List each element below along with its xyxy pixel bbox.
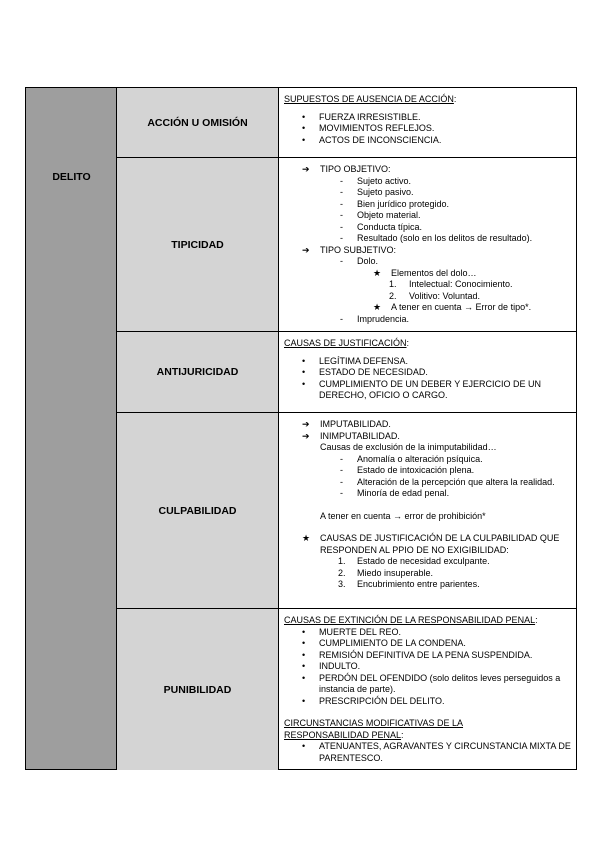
- list-item: • FUERZA IRRESISTIBLE.: [284, 112, 573, 124]
- list-item: • CUMPLIMIENTO DE UN DEBER Y EJERCICIO DE UN DERECHO, OFICIO O CARGO.: [284, 379, 573, 402]
- list-item: 2. Miedo insuperable.: [338, 567, 434, 578]
- list-item: - Anomalía o alteración psíquica.: [340, 453, 483, 464]
- list-item: ➔ TIPO SUBJETIVO:: [302, 244, 397, 255]
- accion-content: [279, 88, 577, 157]
- punibilidad-heading-2: CIRCUNSTANCIAS MODIFICATIVAS DE LA RESPONSABILIDAD PENAL:: [284, 718, 464, 740]
- list-item: - Alteración de la percepción que altera la realidad.: [340, 476, 555, 487]
- list-item: • CUMPLIMIENTO DE LA CONDENA.: [284, 638, 573, 650]
- list-item: 1. Estado de necesidad exculpante.: [338, 556, 490, 566]
- list-item: ➔ IMPUTABILIDAD.: [302, 419, 391, 429]
- list-item: - Sujeto activo.: [340, 175, 412, 186]
- list-item: 1. Intelectual: Conocimiento.: [389, 279, 513, 289]
- delito-table: [25, 87, 577, 770]
- list-item: - Imprudencia.: [340, 313, 410, 324]
- delito-column: [26, 88, 117, 769]
- punibilidad-title: PUNIBILIDAD: [117, 609, 279, 770]
- list-item: - Objeto material.: [340, 210, 421, 220]
- list-item: • MUERTE DEL REO.: [284, 627, 573, 639]
- list-item: - Conducta típica.: [340, 221, 423, 232]
- punibilidad-content: [279, 609, 577, 770]
- list-item: - Estado de intoxicación plena.: [340, 465, 475, 475]
- row-antijuricidad: [117, 332, 577, 413]
- row-culpabilidad: [117, 413, 577, 609]
- list-item: - Sujeto pasivo.: [340, 187, 414, 197]
- list-item: • PERDÓN DEL OFENDIDO (solo delitos leves perseguidos a instancia de parte).: [284, 673, 573, 696]
- list-item: - Bien jurídico protegido.: [340, 198, 450, 209]
- accion-heading: SUPUESTOS DE AUSENCIA DE ACCIÓN:: [284, 94, 457, 104]
- row-punibilidad: [117, 609, 577, 770]
- list-item: ★ CAUSAS DE JUSTIFICACIÓN DE LA CULPABILIDAD QUE RESPONDEN AL PPIO DE NO EXIGIBILIDAD:: [302, 533, 560, 555]
- list-item: ➔ TIPO OBJETIVO:: [302, 164, 391, 174]
- arrow-icon: ➔: [302, 164, 310, 174]
- list-item: A tener en cuenta → error de prohibición*: [320, 510, 486, 521]
- list-item: ➔ INIMPUTABILIDAD.: [302, 430, 400, 441]
- list-item: • ATENUANTES, AGRAVANTES Y CIRCUNSTANCIA MIXTA DE PARENTESCO.: [284, 741, 573, 764]
- punibilidad-heading: CAUSAS DE EXTINCIÓN DE LA RESPONSABILIDAD PENAL:: [284, 615, 538, 625]
- list-item: • ACTOS DE INCONSCIENCIA.: [284, 135, 573, 147]
- list-item: • INDULTO.: [284, 661, 573, 673]
- list-item: • LEGÍTIMA DEFENSA.: [284, 356, 573, 368]
- list-item: • PRESCRIPCIÓN DEL DELITO.: [284, 696, 573, 708]
- row-accion: [117, 88, 577, 158]
- culpabilidad-content: [279, 413, 577, 608]
- antijuricidad-content: [279, 332, 577, 412]
- list-item: - Dolo.: [340, 256, 379, 266]
- arrow-icon: ➔: [302, 244, 310, 255]
- list-item: Causas de exclusión de la inimputabilidad…: [320, 442, 497, 452]
- star-icon: ★: [373, 267, 382, 278]
- list-item: • MOVIMIENTOS REFLEJOS.: [284, 123, 573, 135]
- list-item: - Minoría de edad penal.: [340, 488, 450, 498]
- culpabilidad-title: CULPABILIDAD: [117, 413, 279, 608]
- accion-title: ACCIÓN U OMISIÓN: [117, 88, 279, 157]
- tipicidad-content: [279, 158, 577, 331]
- tipicidad-title: TIPICIDAD: [117, 158, 279, 331]
- star-icon: ★: [302, 533, 311, 543]
- list-item: 2. Volitivo: Voluntad.: [389, 290, 481, 301]
- list-item: ★ A tener en cuenta → Error de tipo*.: [373, 302, 532, 312]
- antijuricidad-title: ANTIJURICIDAD: [117, 332, 279, 412]
- list-item: 3. Encubrimiento entre parientes.: [338, 579, 480, 589]
- star-icon: ★: [373, 302, 382, 312]
- list-item: - Resultado (solo en los delitos de resultado).: [340, 233, 533, 243]
- delito-label: DELITO: [52, 171, 91, 183]
- antijuricidad-heading: CAUSAS DE JUSTIFICACIÓN:: [284, 338, 410, 348]
- arrow-icon: ➔: [302, 419, 310, 429]
- list-item: • REMISIÓN DEFINITIVA DE LA PENA SUSPENDIDA.: [284, 650, 573, 662]
- arrow-icon: ➔: [302, 430, 310, 441]
- list-item: • ESTADO DE NECESIDAD.: [284, 367, 573, 379]
- list-item: ★ Elementos del dolo…: [373, 267, 477, 278]
- row-tipicidad: [117, 158, 577, 332]
